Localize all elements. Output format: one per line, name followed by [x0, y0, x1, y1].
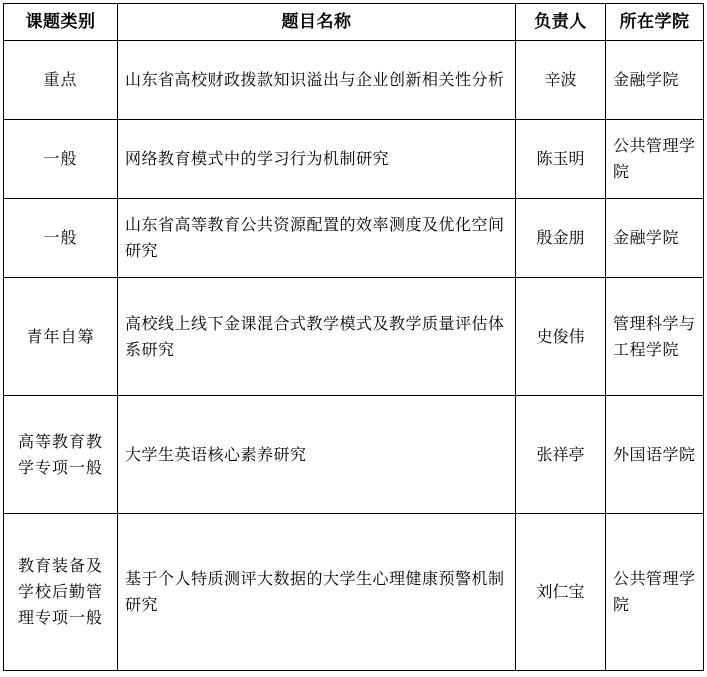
header-college: 所在学院 — [606, 4, 704, 41]
cell-category: 一般 — [4, 120, 118, 199]
cell-category: 重点 — [4, 41, 118, 120]
cell-college: 公共管理学院 — [606, 120, 704, 199]
cell-title: 山东省高校财政拨款知识溢出与企业创新相关性分析 — [118, 41, 516, 120]
cell-title: 高校线上线下金课混合式教学模式及教学质量评估体系研究 — [118, 278, 516, 396]
cell-college: 外国语学院 — [606, 396, 704, 514]
cell-leader: 张祥亭 — [516, 396, 606, 514]
table-row — [4, 514, 704, 671]
table-row — [4, 199, 704, 278]
table-row — [4, 120, 704, 199]
cell-title: 网络教育模式中的学习行为机制研究 — [118, 120, 516, 199]
cell-leader: 陈玉明 — [516, 120, 606, 199]
table-header-row — [4, 4, 704, 41]
cell-college: 管理科学与工程学院 — [606, 278, 704, 396]
project-table — [3, 3, 704, 671]
cell-category: 一般 — [4, 199, 118, 278]
header-category: 课题类别 — [4, 4, 118, 41]
cell-leader: 刘仁宝 — [516, 514, 606, 671]
cell-leader: 辛波 — [516, 41, 606, 120]
cell-leader: 殷金朋 — [516, 199, 606, 278]
table-row — [4, 278, 704, 396]
cell-title: 基于个人特质测评大数据的大学生心理健康预警机制研究 — [118, 514, 516, 671]
cell-category: 高等教育教学专项一般 — [4, 396, 118, 514]
cell-college: 公共管理学院 — [606, 514, 704, 671]
table-row — [4, 41, 704, 120]
header-leader: 负责人 — [516, 4, 606, 41]
cell-category: 教育装备及学校后勤管理专项一般 — [4, 514, 118, 671]
cell-college: 金融学院 — [606, 199, 704, 278]
cell-title: 山东省高等教育公共资源配置的效率测度及优化空间研究 — [118, 199, 516, 278]
header-title: 题目名称 — [118, 4, 516, 41]
cell-college: 金融学院 — [606, 41, 704, 120]
cell-category: 青年自筹 — [4, 278, 118, 396]
cell-title: 大学生英语核心素养研究 — [118, 396, 516, 514]
cell-leader: 史俊伟 — [516, 278, 606, 396]
table-row — [4, 396, 704, 514]
